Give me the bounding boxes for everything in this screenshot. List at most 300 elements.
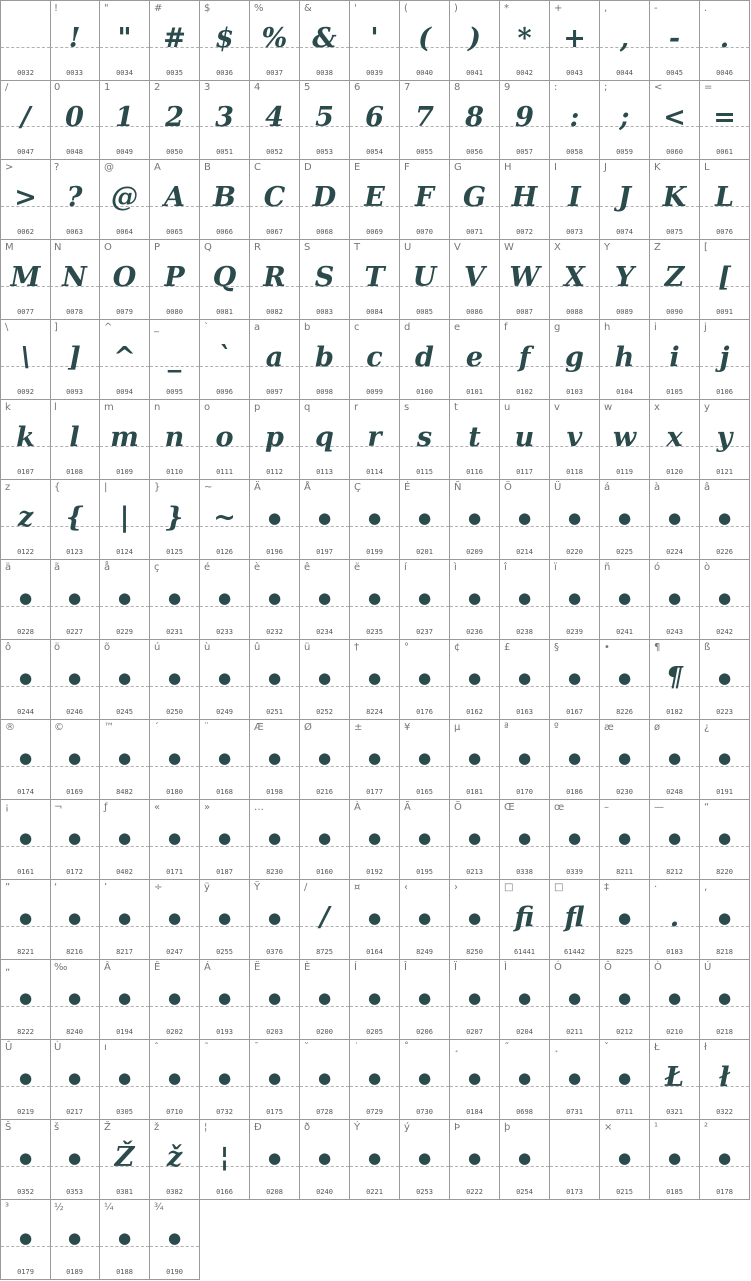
glyph-sample: ,: [619, 23, 630, 54]
glyph-char-label: î: [504, 562, 507, 573]
glyph-cell: [250, 400, 300, 480]
glyph-char-label: q: [304, 402, 311, 413]
glyph-code: 0376: [266, 948, 283, 956]
glyph-char-label: □: [554, 882, 564, 893]
glyph-sample: q: [315, 422, 334, 453]
glyph-char-label: ‚: [704, 882, 708, 893]
glyph-char-label: Â: [104, 962, 111, 973]
glyph-char-label: Z: [654, 242, 661, 253]
glyph-code: 0085: [416, 308, 433, 316]
glyph-cell: [200, 560, 250, 640]
glyph-sample: ●: [267, 909, 282, 927]
glyph-cell: [350, 0, 400, 81]
glyph-code: 0216: [316, 788, 333, 796]
glyph-cell: [100, 880, 150, 960]
glyph-char-label: •: [604, 642, 610, 653]
glyph-code: 0178: [716, 1188, 733, 1196]
glyph-code: 0249: [216, 708, 233, 716]
glyph-cell: [600, 1120, 650, 1200]
glyph-sample: ●: [317, 1149, 332, 1167]
glyph-sample: ●: [667, 749, 682, 767]
glyph-char-label: s: [404, 402, 410, 413]
glyph-sample: H: [511, 182, 538, 213]
glyph-code: 0710: [166, 1108, 183, 1116]
glyph-sample: ^: [113, 342, 136, 373]
glyph-char-label: û: [254, 642, 261, 653]
glyph-code: 0180: [166, 788, 183, 796]
glyph-sample: ●: [267, 1069, 282, 1087]
glyph-sample: ●: [417, 1149, 432, 1167]
glyph-cell: [150, 0, 200, 81]
glyph-code: 8225: [616, 948, 633, 956]
glyph-code: 0072: [516, 228, 533, 236]
glyph-sample: ●: [417, 749, 432, 767]
glyph-sample: ●: [18, 909, 33, 927]
glyph-code: 0064: [116, 228, 133, 236]
glyph-sample: ●: [567, 749, 582, 767]
glyph-char-label: ˝: [504, 1042, 509, 1053]
glyph-cell: [700, 480, 750, 560]
glyph-code: 0353: [66, 1188, 83, 1196]
glyph-code: 0209: [466, 548, 483, 556]
glyph-cell: [200, 1120, 250, 1200]
glyph-cell: [700, 800, 750, 880]
glyph-code: 0067: [266, 228, 283, 236]
glyph-sample: ●: [117, 589, 132, 607]
glyph-char-label: ˆ: [154, 1042, 159, 1053]
glyph-cell: [250, 960, 300, 1040]
glyph-cell: [400, 240, 450, 320]
glyph-sample: =: [713, 102, 736, 133]
glyph-code: 8217: [116, 948, 133, 956]
glyph-code: 8482: [116, 788, 133, 796]
glyph-sample: ●: [717, 989, 732, 1007]
glyph-cell: [300, 560, 350, 640]
glyph-char-label: 2: [154, 82, 161, 93]
glyph-cell: [600, 240, 650, 320]
glyph-cell: [50, 640, 100, 720]
glyph-sample: ●: [717, 509, 732, 527]
glyph-cell: [500, 480, 550, 560]
glyph-sample: v: [566, 422, 583, 453]
glyph-char-label: A: [154, 162, 161, 173]
glyph-sample: T: [364, 262, 385, 293]
glyph-code: 0168: [216, 788, 233, 796]
glyph-cell: [150, 1120, 200, 1200]
glyph-cell: [150, 400, 200, 480]
glyph-cell: [50, 480, 100, 560]
glyph-char-label: e: [454, 322, 461, 333]
glyph-char-label: æ: [604, 722, 614, 733]
glyph-code: 0044: [616, 69, 633, 77]
glyph-code: 0382: [166, 1188, 183, 1196]
glyph-code: 0119: [616, 468, 633, 476]
glyph-sample: ]: [68, 342, 81, 373]
glyph-cell: [550, 160, 600, 240]
glyph-sample: ●: [617, 829, 632, 847]
glyph-code: 0050: [166, 148, 183, 156]
glyph-sample: e: [465, 342, 484, 373]
glyph-char-label: ï: [554, 562, 557, 573]
glyph-cell: [600, 800, 650, 880]
glyph-sample: ●: [267, 829, 282, 847]
glyph-code: 0068: [316, 228, 333, 236]
glyph-cell: [550, 320, 600, 400]
glyph-sample: E: [364, 182, 385, 213]
glyph-cell: [100, 800, 150, 880]
glyph-sample: ●: [517, 589, 532, 607]
glyph-code: 0233: [216, 628, 233, 636]
glyph-code: 0121: [716, 468, 733, 476]
glyph-code: 0046: [716, 69, 733, 77]
glyph-cell: [500, 880, 550, 960]
glyph-cell: [100, 560, 150, 640]
glyph-code: 0218: [716, 1028, 733, 1036]
glyph-code: 0184: [466, 1108, 483, 1116]
glyph-code: 0188: [116, 1268, 133, 1276]
glyph-char-label: Ÿ: [254, 882, 261, 893]
glyph-char-label: H: [504, 162, 512, 173]
glyph-char-label: ˜: [204, 1042, 209, 1053]
glyph-char-label: 6: [354, 82, 361, 93]
glyph-cell: [350, 960, 400, 1040]
glyph-char-label: x: [654, 402, 660, 413]
glyph-code: 0199: [366, 548, 383, 556]
glyph-cell: [300, 720, 350, 800]
glyph-char-label: o: [204, 402, 211, 413]
glyph-cell: [0, 480, 51, 560]
glyph-code: 0092: [17, 388, 34, 396]
glyph-char-label: Ž: [104, 1122, 111, 1133]
glyph-code: 0034: [116, 69, 133, 77]
glyph-sample: Y: [614, 262, 635, 293]
glyph-code: 0244: [17, 708, 34, 716]
glyph-char-label: F: [404, 162, 410, 173]
glyph-sample: L: [715, 182, 734, 213]
glyph-char-label: <: [654, 82, 663, 93]
glyph-sample: ): [468, 23, 481, 54]
glyph-code: 0082: [266, 308, 283, 316]
glyph-char-label: ): [454, 3, 458, 14]
glyph-char-label: ¬: [54, 802, 63, 813]
glyph-code: 0226: [716, 548, 733, 556]
glyph-code: 0248: [666, 788, 683, 796]
glyph-code: 0239: [566, 628, 583, 636]
glyph-sample: &: [312, 23, 337, 54]
glyph-cell: [700, 960, 750, 1040]
glyph-char-label: ’: [104, 882, 108, 893]
glyph-code: 0339: [566, 868, 583, 876]
glyph-sample: V: [464, 262, 485, 293]
glyph-sample: N: [62, 262, 87, 293]
glyph-char-label: Ý: [354, 1122, 361, 1133]
glyph-char-label: ¥: [404, 722, 411, 733]
glyph-char-label: ¶: [654, 642, 661, 653]
glyph-cell: [0, 240, 51, 320]
glyph-cell: [150, 160, 200, 240]
glyph-cell: [0, 960, 51, 1040]
glyph-cell: [300, 640, 350, 720]
glyph-cell: [650, 960, 700, 1040]
glyph-char-label: ”: [5, 882, 11, 893]
glyph-sample: .: [719, 23, 730, 54]
glyph-cell: [250, 80, 300, 160]
glyph-code: 0189: [66, 1268, 83, 1276]
glyph-char-label: ]: [54, 322, 58, 333]
glyph-cell: [400, 560, 450, 640]
glyph-cell: [600, 960, 650, 1040]
glyph-cell: [200, 800, 250, 880]
glyph-cell: [650, 560, 700, 640]
glyph-char-label: P: [154, 242, 161, 253]
glyph-sample: #: [163, 23, 186, 54]
glyph-cell: [500, 0, 550, 81]
glyph-sample: 4: [265, 102, 284, 133]
glyph-code: 0104: [616, 388, 633, 396]
glyph-code: 0245: [116, 708, 133, 716]
glyph-char-label: Ã: [404, 802, 411, 813]
glyph-code: 0229: [116, 628, 133, 636]
glyph-code: 8230: [266, 868, 283, 876]
glyph-sample: ●: [67, 669, 82, 687]
glyph-char-label: Ð: [254, 1122, 262, 1133]
glyph-cell: [550, 0, 600, 81]
glyph-code: 0042: [516, 69, 533, 77]
glyph-code: 0102: [516, 388, 533, 396]
glyph-cell: [650, 1120, 700, 1200]
glyph-code: 0177: [366, 788, 383, 796]
glyph-char-label: ¤: [354, 882, 361, 893]
glyph-code: 0045: [666, 69, 683, 77]
glyph-code: 0195: [416, 868, 433, 876]
glyph-code: 0071: [466, 228, 483, 236]
glyph-char-label: ñ: [604, 562, 611, 573]
glyph-sample: ●: [217, 749, 232, 767]
glyph-code: 0069: [366, 228, 383, 236]
glyph-sample: X: [564, 262, 585, 293]
glyph-code: 0122: [17, 548, 34, 556]
glyph-sample: ●: [417, 989, 432, 1007]
glyph-char-label: D: [304, 162, 312, 173]
glyph-sample: ●: [67, 1149, 82, 1167]
glyph-code: 0124: [116, 548, 133, 556]
glyph-cell: [50, 560, 100, 640]
glyph-cell: [250, 0, 300, 81]
glyph-char-label: V: [454, 242, 461, 253]
glyph-sample: }: [165, 502, 184, 533]
glyph-sample: K: [662, 182, 687, 213]
glyph-code: 0240: [316, 1188, 333, 1196]
glyph-code: 0106: [716, 388, 733, 396]
glyph-code: 0047: [17, 148, 34, 156]
glyph-sample: @: [111, 182, 138, 213]
glyph-code: 0036: [216, 69, 233, 77]
glyph-code: 8224: [366, 708, 383, 716]
glyph-cell: [650, 160, 700, 240]
glyph-cell: [350, 320, 400, 400]
glyph-char-label: Y: [604, 242, 611, 253]
glyph-sample: ●: [317, 1069, 332, 1087]
glyph-cell: [400, 480, 450, 560]
glyph-char-label: ö: [54, 642, 61, 653]
glyph-cell: [0, 720, 51, 800]
glyph-code: 0089: [616, 308, 633, 316]
glyph-sample: ﬁ: [514, 902, 535, 933]
glyph-cell: [150, 320, 200, 400]
glyph-sample: |: [119, 502, 130, 533]
glyph-code: 0402: [116, 868, 133, 876]
glyph-char-label: R: [254, 242, 261, 253]
glyph-sample: g: [565, 342, 584, 373]
glyph-sample: ﬂ: [564, 902, 585, 933]
glyph-sample: ●: [267, 989, 282, 1007]
glyph-char-label: Ó: [554, 962, 562, 973]
glyph-code: 0056: [466, 148, 483, 156]
glyph-char-label: ð: [304, 1122, 311, 1133]
glyph-sample: ●: [217, 589, 232, 607]
glyph-code: 61442: [563, 948, 586, 956]
glyph-sample: ●: [517, 509, 532, 527]
glyph-sample: x: [666, 422, 683, 453]
glyph-sample: ●: [117, 669, 132, 687]
glyph-char-label: l: [54, 402, 57, 413]
glyph-sample: o: [215, 422, 234, 453]
glyph-sample: y: [716, 422, 733, 453]
glyph-cell: [150, 640, 200, 720]
glyph-cell: [650, 80, 700, 160]
glyph-char-label: ×: [604, 1122, 613, 1133]
glyph-char-label: ÿ: [204, 882, 210, 893]
glyph-cell: [650, 720, 700, 800]
glyph-char-label: /: [304, 882, 308, 893]
glyph-cell: [550, 640, 600, 720]
glyph-sample: ●: [467, 669, 482, 687]
glyph-char-label: d: [404, 322, 411, 333]
glyph-char-label: Á: [204, 962, 211, 973]
glyph-sample: S: [314, 262, 335, 293]
glyph-sample: ●: [217, 1069, 232, 1087]
glyph-cell: [700, 560, 750, 640]
glyph-cell: [450, 480, 500, 560]
glyph-char-label: Þ: [454, 1122, 461, 1133]
glyph-code: 0035: [166, 69, 183, 77]
glyph-sample: ●: [117, 1069, 132, 1087]
glyph-cell: [150, 960, 200, 1040]
glyph-cell: [500, 240, 550, 320]
glyph-char-label: /: [5, 82, 9, 93]
glyph-cell: [150, 1200, 200, 1280]
glyph-char-label: u: [504, 402, 511, 413]
glyph-code: 0241: [616, 628, 633, 636]
glyph-sample: ●: [667, 589, 682, 607]
glyph-char-label: §: [554, 642, 559, 653]
glyph-char-label: ÷: [154, 882, 163, 893]
glyph-code: 0037: [266, 69, 283, 77]
glyph-char-label: ^: [104, 322, 113, 333]
glyph-code: 0234: [316, 628, 333, 636]
glyph-code: 0192: [366, 868, 383, 876]
glyph-sample: $: [215, 23, 234, 54]
glyph-char-label: —: [654, 802, 664, 813]
glyph-cell: [300, 800, 350, 880]
glyph-cell: [250, 480, 300, 560]
glyph-sample: 0: [65, 102, 84, 133]
glyph-cell: [400, 880, 450, 960]
glyph-cell: [400, 720, 450, 800]
glyph-cell: [500, 160, 550, 240]
glyph-cell: [0, 560, 51, 640]
glyph-sample: ●: [267, 669, 282, 687]
glyph-sample: _: [167, 342, 182, 373]
glyph-cell: [700, 320, 750, 400]
glyph-char-label: ®: [5, 722, 15, 733]
glyph-cell: [0, 160, 51, 240]
glyph-code: 0243: [666, 628, 683, 636]
glyph-sample: 3: [215, 102, 234, 133]
glyph-cell: [150, 560, 200, 640]
glyph-code: 0117: [516, 468, 533, 476]
glyph-code: 0732: [216, 1108, 233, 1116]
glyph-code: 0169: [66, 788, 83, 796]
glyph-cell: [0, 1040, 51, 1120]
glyph-char-label: „: [5, 962, 11, 973]
glyph-code: 0238: [516, 628, 533, 636]
glyph-char-label: á: [604, 482, 611, 493]
glyph-cell: [100, 320, 150, 400]
glyph-sample: ●: [167, 1229, 182, 1247]
glyph-cell: [200, 240, 250, 320]
glyph-sample: ●: [18, 1229, 33, 1247]
glyph-cell: [650, 800, 700, 880]
glyph-sample: ●: [417, 909, 432, 927]
glyph-sample: ●: [167, 589, 182, 607]
glyph-code: 0170: [516, 788, 533, 796]
glyph-sample: /: [319, 902, 330, 933]
glyph-sample: 6: [365, 102, 384, 133]
glyph-sample: ●: [167, 989, 182, 1007]
glyph-cell: [100, 1040, 150, 1120]
glyph-cell: [450, 1120, 500, 1200]
glyph-char-label: k: [5, 402, 11, 413]
glyph-sample: ●: [417, 669, 432, 687]
glyph-char-label: Û: [5, 1042, 13, 1053]
glyph-char-label: n: [154, 402, 161, 413]
glyph-char-label: ·: [654, 882, 658, 893]
glyph-char-label: ½: [54, 1202, 64, 1213]
glyph-sample: u: [514, 422, 535, 453]
glyph-char-label: b: [304, 322, 311, 333]
glyph-sample: ●: [617, 669, 632, 687]
glyph-char-label: ‹: [404, 882, 408, 893]
glyph-sample: ●: [367, 1149, 382, 1167]
glyph-char-label: …: [254, 802, 264, 813]
glyph-code: 0242: [716, 628, 733, 636]
glyph-sample: ●: [67, 1069, 82, 1087]
glyph-cell: [300, 240, 350, 320]
glyph-char-label: ú: [154, 642, 161, 653]
glyph-cell: [700, 160, 750, 240]
glyph-code: 0197: [316, 548, 333, 556]
glyph-sample: +: [563, 23, 586, 54]
glyph-sample: ●: [367, 829, 382, 847]
glyph-cell: [500, 960, 550, 1040]
glyph-cell: [350, 800, 400, 880]
glyph-char-label: p: [254, 402, 261, 413]
glyph-cell: [350, 560, 400, 640]
glyph-char-label: □: [504, 882, 514, 893]
glyph-cell: [100, 480, 150, 560]
glyph-sample: .: [669, 902, 680, 933]
